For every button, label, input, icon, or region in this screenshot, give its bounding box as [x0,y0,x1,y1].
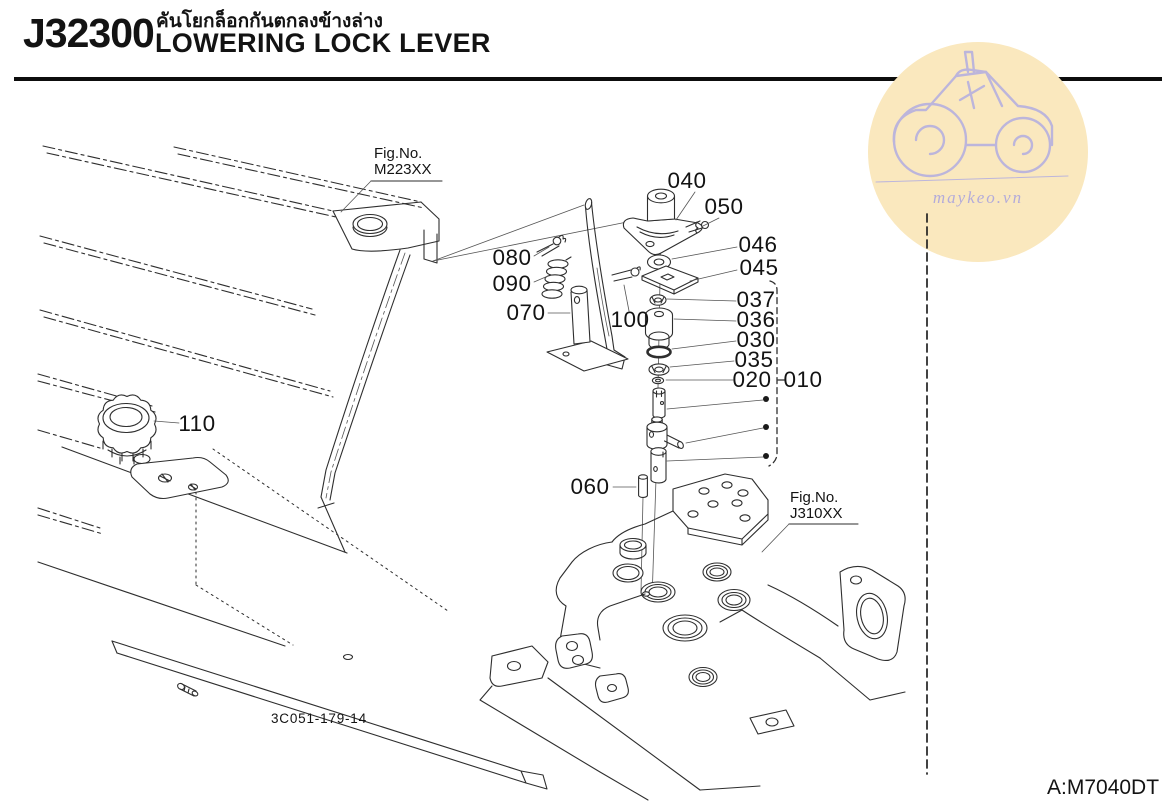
projection-lines [433,205,632,261]
figure-ref-code: J310XX [790,505,843,522]
part-label-100: 100 [610,307,650,332]
figure-ref-code: M223XX [374,161,432,178]
part-label-037: 037 [736,287,776,312]
part-label-010: 010 [783,367,823,392]
hydraulic-valve-drawing [480,474,905,800]
pin-060-drawing [639,475,648,498]
part-label-080: 080 [492,245,532,270]
page-title-thai: คันโยกล็อกกันตกลงข้างล่าง [156,11,383,32]
watermark-site-text: maykeo.vn [932,188,1024,207]
figure-ref-j310xx [790,490,843,522]
part-label-050: 050 [704,194,744,219]
part-label-040: 040 [667,168,707,193]
cotter-pin-100-drawing [612,267,640,281]
page-code: J32300 [23,10,154,56]
part-label-090: 090 [492,271,532,296]
floor-panel-drawing [38,447,547,789]
figure-ref-m223xx [374,146,432,178]
figure-ref-label: Fig.No. [374,145,423,162]
part-label-035: 035 [734,347,774,372]
part-label-046: 046 [738,232,778,257]
page-title: LOWERING LOCK LEVER [155,28,491,58]
model-code: A:M7040DT [1047,776,1160,799]
drawing-number: 3C051-179-14 [271,711,367,726]
cotter-pin-080-drawing [537,235,566,256]
part-label-030: 030 [736,327,776,352]
part-label-020: 020 [732,367,772,392]
spring-090-drawing [542,257,571,298]
part-label-045: 045 [739,255,779,280]
part-label-070: 070 [506,300,546,325]
part-label-060: 060 [570,474,610,499]
shaft-assembly-drawing [647,388,684,483]
part-label-036: 036 [736,307,776,332]
fender-panel-drawing [38,146,439,552]
part-label-110: 110 [178,411,216,436]
figure-ref-label: Fig.No. [790,489,839,506]
